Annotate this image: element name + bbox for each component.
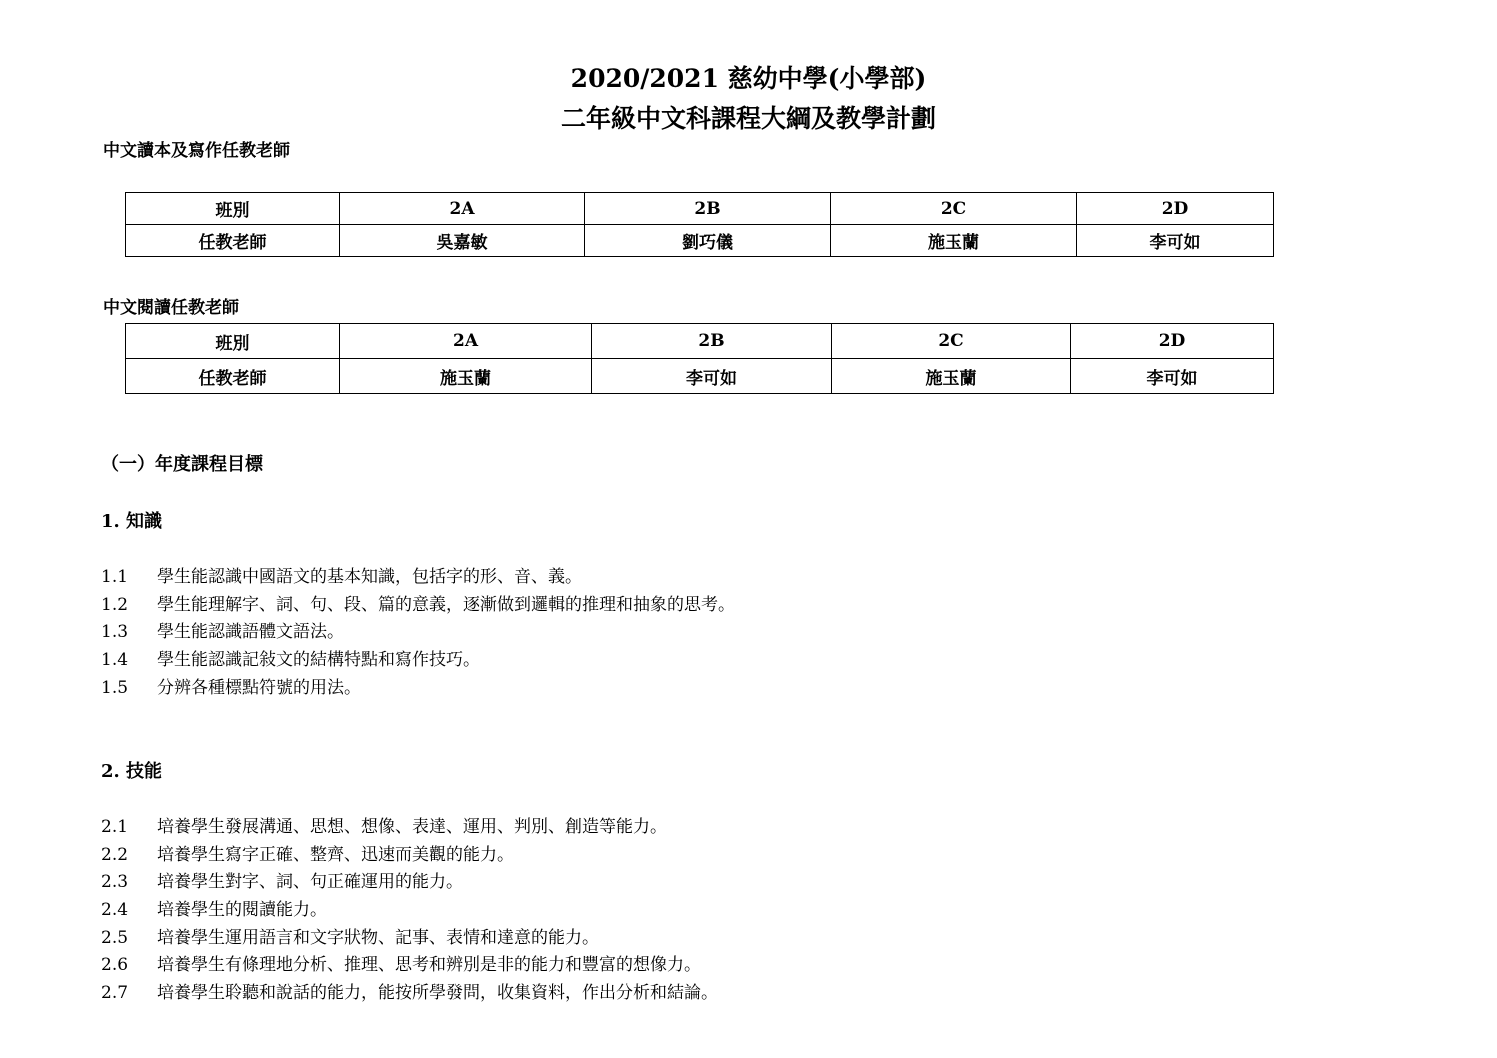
item-number: 2.6 [101, 955, 129, 976]
item-text: 培養學生寫字正確、整齊、迅速而美觀的能力。 [157, 844, 514, 865]
item-number: 1.3 [101, 622, 129, 643]
table-cell: 班別 [126, 193, 340, 225]
item-text: 學生能認識語體文語法。 [157, 622, 344, 643]
item-number: 2.4 [101, 900, 129, 921]
item-text: 培養學生的閱讀能力。 [157, 900, 327, 921]
list-item [101, 564, 735, 592]
section-heading-skills: 2. 技能 [101, 761, 163, 782]
list-item [101, 647, 735, 675]
item-text: 學生能認識記敍文的結構特點和寫作技巧。 [157, 650, 480, 671]
table-cell: 2A [340, 193, 585, 225]
item-text: 培養學生聆聽和說話的能力，能按所學發問，收集資料，作出分析和結論。 [157, 983, 718, 1004]
table-cell: 2D [1071, 324, 1274, 359]
document-subtitle: 二年級中文科課程大綱及教學計劃 [560, 104, 936, 133]
table2-label: 中文閱讀任教老師 [103, 298, 239, 318]
table-cell: 2D [1077, 193, 1274, 225]
table-cell: 施玉蘭 [832, 359, 1071, 394]
table-cell: 吳嘉敏 [340, 225, 585, 257]
section-heading-knowledge: 1. 知識 [101, 511, 163, 532]
table-cell: 劉巧儀 [585, 225, 831, 257]
skills-list [101, 814, 718, 1008]
table-row [126, 359, 1274, 394]
table-cell: 班別 [126, 324, 340, 359]
list-item [101, 869, 718, 897]
item-text: 分辨各種標點符號的用法。 [157, 677, 361, 698]
item-number: 2.5 [101, 927, 129, 948]
table-cell: 任教老師 [126, 359, 340, 394]
item-text: 培養學生對字、詞、句正確運用的能力。 [157, 872, 463, 893]
item-number: 2.1 [101, 817, 129, 837]
table-cell: 2B [585, 193, 831, 225]
list-item [101, 675, 735, 703]
table-row [126, 225, 1274, 257]
item-number: 2.7 [101, 983, 129, 1004]
table-cell: 李可如 [1077, 225, 1274, 257]
table-header-row [126, 193, 1274, 225]
table-cell: 2A [340, 324, 592, 359]
table-header-row [126, 324, 1274, 359]
table1-label: 中文讀本及寫作任教老師 [103, 141, 290, 161]
list-item [101, 814, 718, 842]
item-text: 學生能認識中國語文的基本知識，包括字的形、音、義。 [157, 567, 582, 587]
table-cell: 2B [592, 324, 832, 359]
item-number: 1.1 [101, 567, 129, 587]
item-number: 1.4 [101, 650, 129, 671]
list-item [101, 842, 718, 870]
item-number: 1.5 [101, 677, 129, 698]
table-cell: 任教老師 [126, 225, 340, 257]
list-item [101, 592, 735, 620]
list-item [101, 952, 718, 980]
item-number: 2.2 [101, 844, 129, 865]
reading-writing-teachers-table [125, 192, 1274, 257]
reading-teachers-table [125, 323, 1274, 394]
table-cell: 李可如 [592, 359, 832, 394]
table-cell: 2C [832, 324, 1071, 359]
item-text: 培養學生有條理地分析、推理、思考和辨別是非的能力和豐富的想像力。 [157, 955, 701, 976]
table-cell: 施玉蘭 [831, 225, 1077, 257]
item-text: 培養學生發展溝通、思想、想像、表達、運用、判別、創造等能力。 [157, 817, 667, 837]
knowledge-list [101, 564, 735, 702]
table-cell: 2C [831, 193, 1077, 225]
section-heading-objectives: （一）年度課程目標 [101, 454, 263, 475]
item-text: 培養學生運用語言和文字狀物、記事、表情和達意的能力。 [157, 927, 599, 948]
item-text: 學生能理解字、詞、句、段、篇的意義，逐漸做到邏輯的推理和抽象的思考。 [157, 594, 735, 615]
table-cell: 施玉蘭 [340, 359, 592, 394]
list-item [101, 897, 718, 925]
item-number: 1.2 [101, 594, 129, 615]
list-item [101, 980, 718, 1008]
table-cell: 李可如 [1071, 359, 1274, 394]
document-title: 2020/2021 慈幼中學(小學部) [570, 64, 927, 93]
list-item [101, 925, 718, 953]
list-item [101, 619, 735, 647]
item-number: 2.3 [101, 872, 129, 893]
